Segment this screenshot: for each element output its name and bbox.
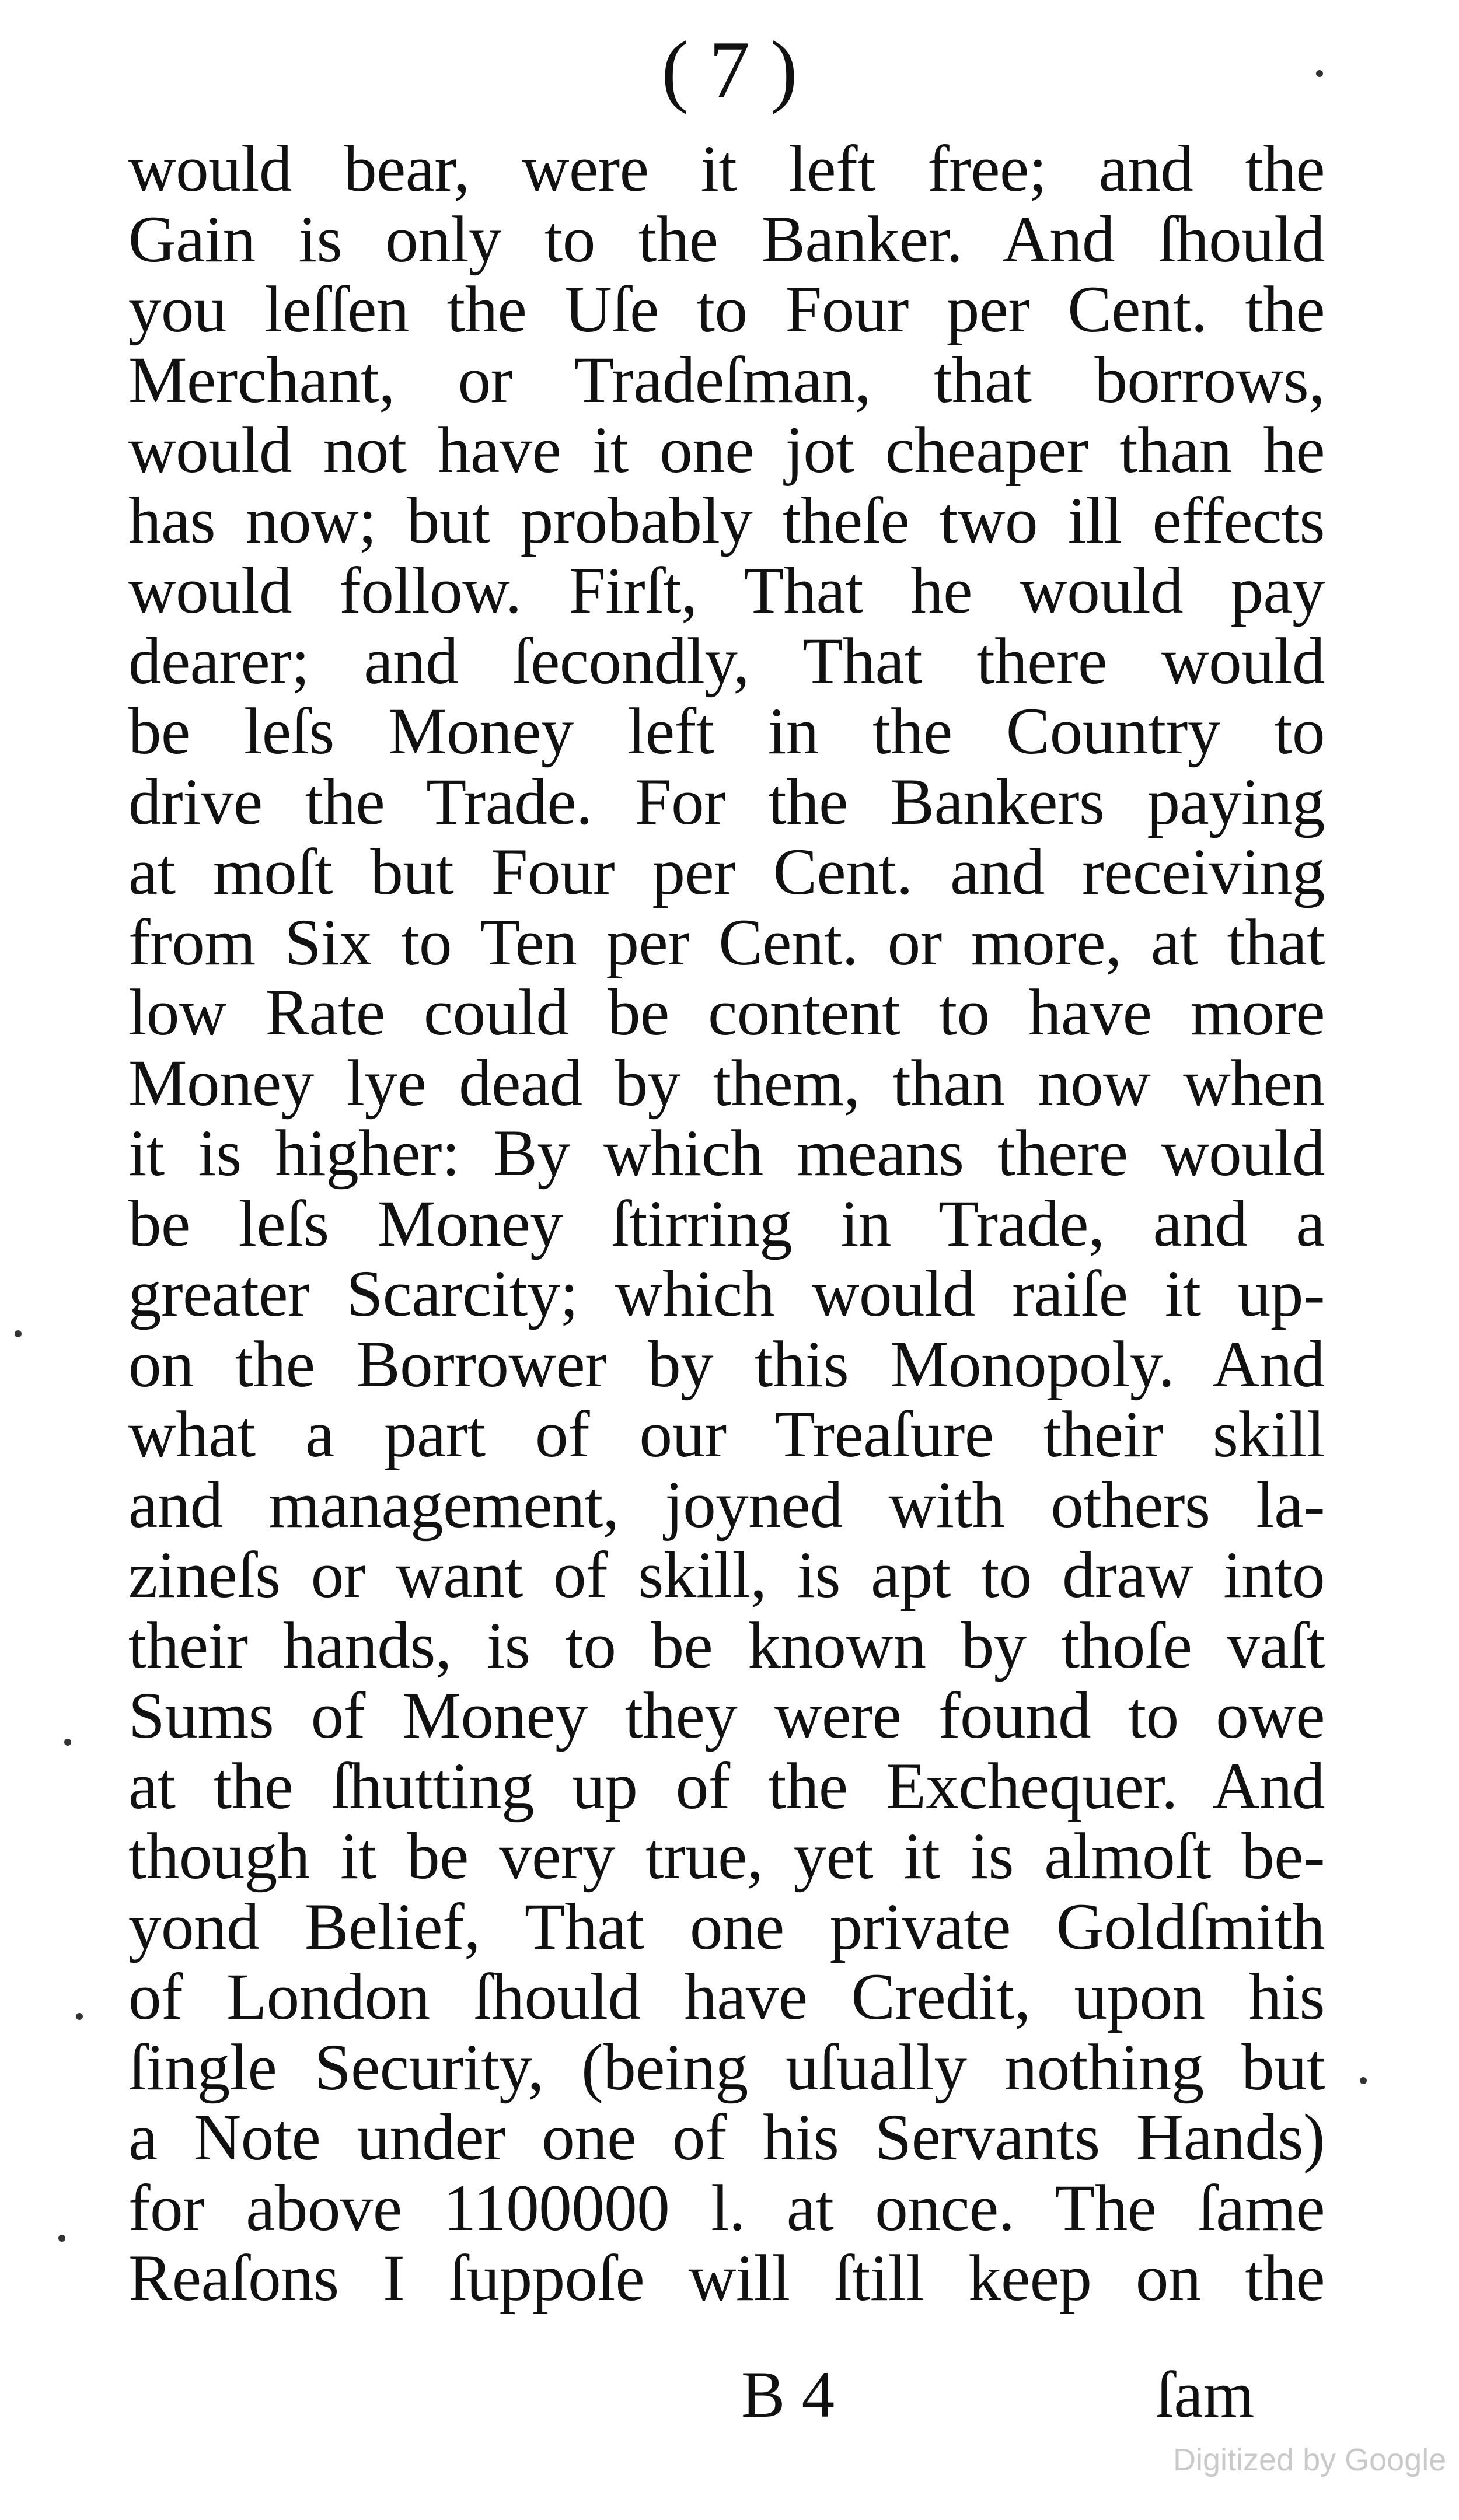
text-line: greater Scarcity; which would raiſe it up- [128,1257,1325,1330]
digitized-watermark: Digitized by Google [1173,2442,1447,2477]
text-line: for above 1100000 l. at once. The ſame [128,2171,1325,2245]
signature-mark: B 4 [741,2358,835,2431]
text-line: low Rate could be content to have more [128,976,1325,1049]
text-line: zineſs or want of skill, is apt to draw into [128,1539,1325,1612]
text-line: from Six to Ten per Cent. or more, at that [128,906,1325,979]
text-line: it is higher: By which means there would [128,1117,1325,1190]
catchword: ſam [1156,2358,1255,2431]
text-line: drive the Trade. For the Bankers paying [128,765,1325,838]
text-line: has now; but probably theſe two ill effects [128,484,1325,557]
ink-speck [58,2235,65,2242]
text-line: what a part of our Treaſure their skill [128,1398,1325,1471]
text-line: a Note under one of his Servants Hands) [128,2101,1325,2174]
ink-speck [15,1330,22,1337]
ink-speck [1316,70,1323,77]
text-line: of London ſhould have Credit, upon his [128,1960,1325,2033]
text-line: their hands, is to be known by thoſe vaſt [128,1609,1325,1682]
text-line: be leſs Money ſtirring in Trade, and a [128,1187,1325,1260]
text-line: ſingle Security, (being uſually nothing but [128,2030,1325,2104]
text-line: yond Belief, That one private Goldſmith [128,1890,1325,1963]
text-line: on the Borrower by this Monopoly. And [128,1327,1325,1401]
text-line: would follow. Firſt, That he would pay [128,554,1325,627]
text-line: be leſs Money left in the Country to [128,695,1325,768]
text-line: would bear, were it left free; and the [128,132,1325,205]
text-line: would not have it one jot cheaper than he [128,414,1325,487]
text-line: and management, joyned with others la- [128,1468,1325,1542]
text-line: you leſſen the Uſe to Four per Cent. the [128,273,1325,346]
ink-speck [1360,2077,1367,2084]
text-line: Money lye dead by them, than now when [128,1046,1325,1120]
text-line: Gain is only to the Banker. And ſhould [128,202,1325,276]
text-line: Sums of Money they were found to owe [128,1679,1325,1752]
page-number: ( 7 ) [661,25,798,115]
text-line: dearer; and ſecondly, That there would [128,624,1325,698]
ink-speck [76,2013,83,2020]
ink-speck [64,1739,71,1746]
text-line: at moſt but Four per Cent. and receiving [128,836,1325,908]
text-line: Merchant, or Tradeſman, that borrows, [128,343,1325,417]
text-line: though it be very true, yet it is almoſt be- [128,1820,1325,1893]
text-line: Reaſons I ſuppoſe will ſtill keep on the [128,2242,1325,2315]
text-line: at the ſhutting up of the Exchequer. And [128,1749,1325,1823]
